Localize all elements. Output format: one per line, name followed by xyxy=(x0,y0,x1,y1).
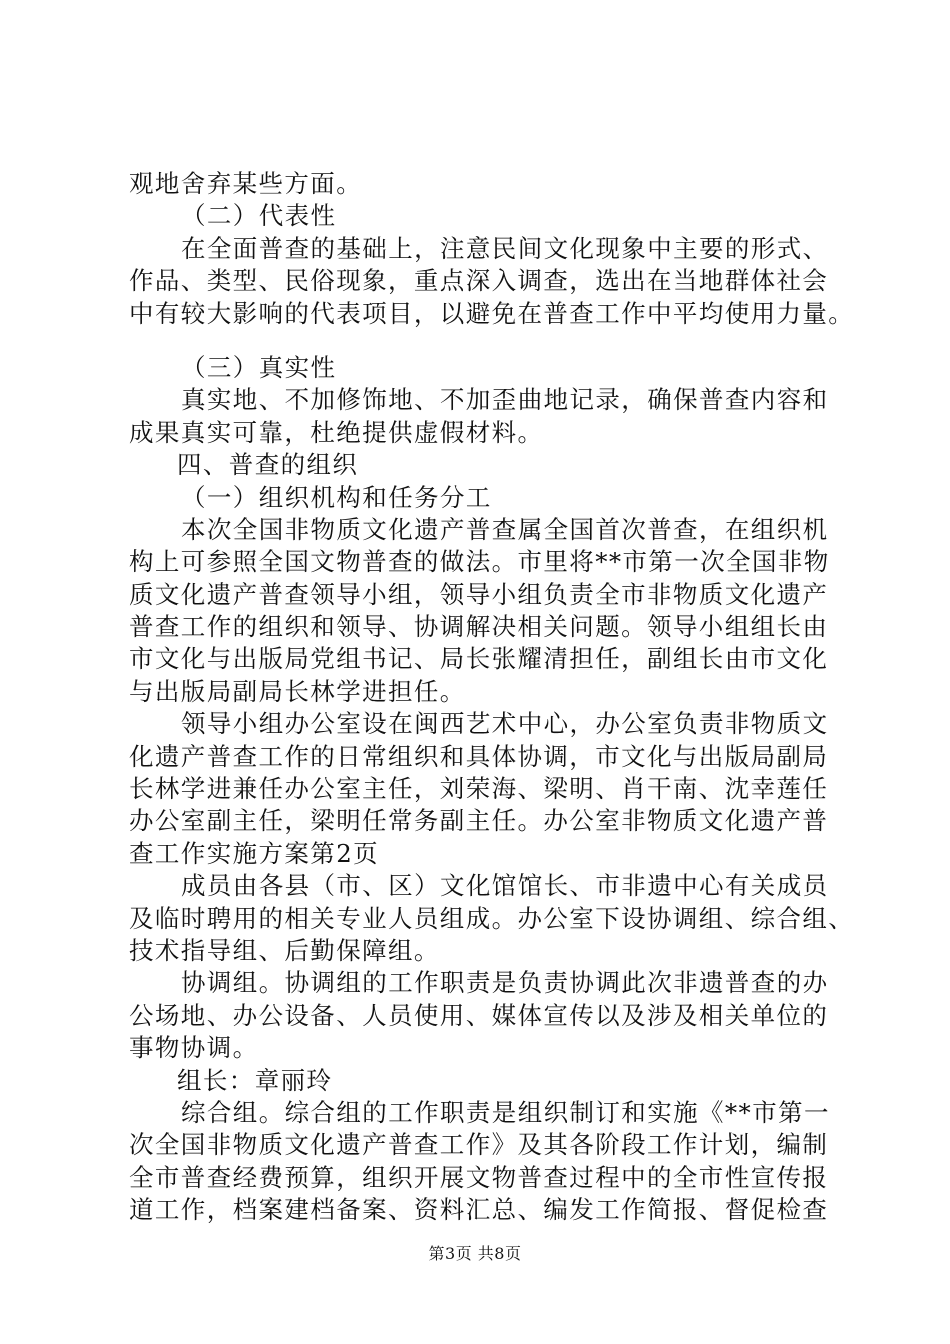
text-line: 全市普查经费预算，组织开展文物普查过程中的全市性宣传报 xyxy=(129,1162,829,1192)
text-line: 领导小组办公室设在闽西艺术中心，办公室负责非物质文 xyxy=(181,709,829,739)
text-line: 成员由各县（市、区）文化馆馆长、市非遗中心有关成员 xyxy=(181,871,829,901)
text-line: 本次全国非物质文化遗产普查属全国首次普查，在组织机 xyxy=(181,514,829,544)
text-line: 道工作，档案建档备案、资料汇总、编发工作简报、督促检查 xyxy=(129,1195,829,1225)
text-line: 作品、类型、民俗现象，重点深入调查，选出在当地群体社会 xyxy=(129,266,829,296)
text-line: 构上可参照全国文物普查的做法。市里将**市第一次全国非物 xyxy=(129,547,830,577)
section-heading: （三）真实性 xyxy=(181,352,337,382)
text-line: 质文化遗产普查领导小组，领导小组负责全市非物质文化遗产 xyxy=(129,579,829,609)
section-heading: （二）代表性 xyxy=(181,201,337,231)
text-line: 组长：章丽玲 xyxy=(177,1065,333,1095)
page-number-footer: 第3页 共8页 xyxy=(428,1244,522,1263)
section-heading: （一）组织机构和任务分工 xyxy=(181,482,492,512)
text-line: 办公室副主任，梁明任常务副主任。办公室非物质文化遗产普 xyxy=(129,806,829,836)
text-line: 与出版局副局长林学进担任。 xyxy=(129,676,466,706)
text-line: 观地舍弃某些方面。 xyxy=(129,169,363,198)
section-heading: 四、普查的组织 xyxy=(177,450,359,480)
text-line: 真实地、不加修饰地、不加歪曲地记录，确保普查内容和 xyxy=(181,385,829,415)
text-line: 中有较大影响的代表项目，以避免在普查工作中平均使用力量。 xyxy=(129,298,855,328)
text-line: 成果真实可靠，杜绝提供虚假材料。 xyxy=(129,417,544,447)
text-line: 化遗产普查工作的日常组织和具体协调，市文化与出版局副局 xyxy=(129,741,829,771)
text-line: 在全面普查的基础上，注意民间文化现象中主要的形式、 xyxy=(181,233,829,263)
text-line: 次全国非物质文化遗产普查工作》及其各阶段工作计划，编制 xyxy=(129,1130,829,1160)
text-line: 协调组。协调组的工作职责是负责协调此次非遗普查的办 xyxy=(181,968,829,998)
text-line: 及临时聘用的相关专业人员组成。办公室下设协调组、综合组、 xyxy=(129,903,855,933)
text-line: 公场地、办公设备、人员使用、媒体宣传以及涉及相关单位的 xyxy=(129,1000,829,1030)
text-line: 综合组。综合组的工作职责是组织制订和实施《**市第一 xyxy=(181,1097,830,1127)
text-line: 市文化与出版局党组书记、局长张耀清担任，副组长由市文化 xyxy=(129,644,829,674)
paragraph-gap xyxy=(129,330,839,352)
text-line: 技术指导组、后勤保障组。 xyxy=(129,935,440,965)
text-line: 事物协调。 xyxy=(129,1033,259,1063)
text-line: 长林学进兼任办公室主任，刘荣海、梁明、肖干南、沈幸莲任 xyxy=(129,774,829,804)
text-line: 普查工作的组织和领导、协调解决相关问题。领导小组组长由 xyxy=(129,612,829,642)
text-line: 查工作实施方案第2页 xyxy=(129,838,380,868)
document-body xyxy=(129,168,855,1227)
